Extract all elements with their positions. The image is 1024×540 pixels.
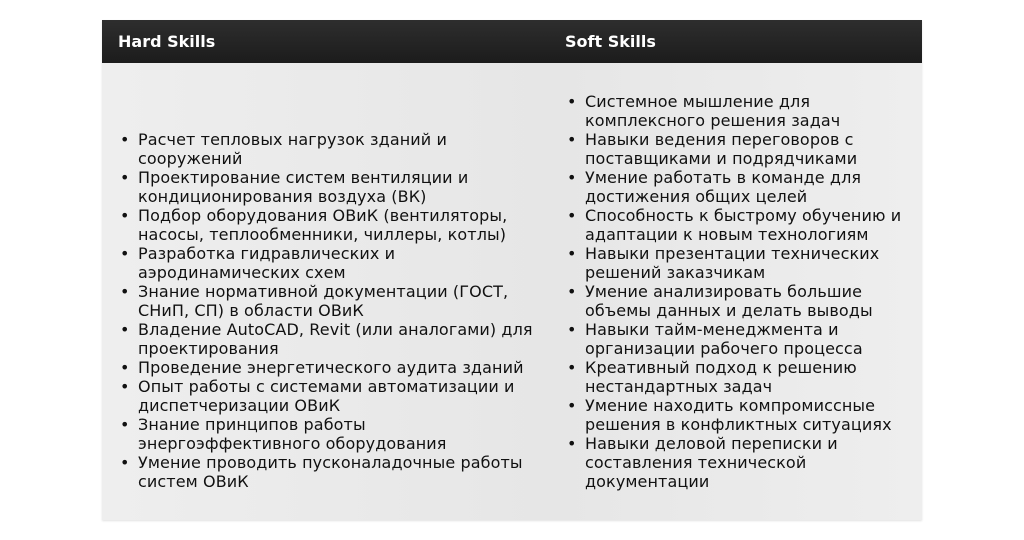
bullet-icon: •: [567, 130, 577, 149]
bullet-icon: •: [120, 453, 130, 472]
bullet-icon: •: [567, 244, 577, 263]
list-item: [565, 282, 910, 320]
table-header: [102, 20, 922, 63]
list-item-text: Проведение энергетического аудита зданий: [138, 358, 524, 377]
list-item-text: Умение работать в команде для достижения общих целей: [585, 168, 862, 206]
bullet-icon: •: [120, 358, 130, 377]
list-item: [118, 130, 538, 168]
table-body: [102, 63, 922, 520]
bullet-icon: •: [567, 282, 577, 301]
list-item: [565, 244, 910, 282]
list-item: [565, 434, 910, 491]
bullet-icon: •: [120, 130, 130, 149]
list-item: [565, 396, 910, 434]
list-item: [118, 415, 538, 453]
list-item-text: Умение находить компромиссные решения в конфликтных ситуациях: [585, 396, 892, 434]
list-item: [118, 377, 538, 415]
bullet-icon: •: [120, 206, 130, 225]
bullet-icon: •: [120, 320, 130, 339]
bullet-icon: •: [567, 434, 577, 453]
list-item-text: Способность к быстрому обучению и адаптации к новым технологиям: [585, 206, 902, 244]
list-item: [565, 130, 910, 168]
hard-skills-list: [118, 130, 538, 491]
list-item: [118, 206, 538, 244]
list-item-text: Опыт работы с системами автоматизации и диспетчеризации ОВиК: [138, 377, 515, 415]
bullet-icon: •: [567, 396, 577, 415]
list-item: [565, 206, 910, 244]
list-item-text: Разработка гидравлических и аэродинамических схем: [138, 244, 396, 282]
header-soft-skills: Soft Skills: [565, 32, 656, 51]
list-item-text: Навыки деловой переписки и составления технической документации: [585, 434, 838, 491]
list-item: [565, 358, 910, 396]
list-item-text: Проектирование систем вентиляции и кондиционирования воздуха (ВК): [138, 168, 469, 206]
bullet-icon: •: [567, 92, 577, 111]
list-item-text: Навыки презентации технических решений заказчикам: [585, 244, 880, 282]
list-item: [118, 282, 538, 320]
bullet-icon: •: [120, 282, 130, 301]
bullet-icon: •: [567, 358, 577, 377]
list-item-text: Умение анализировать большие объемы данных и делать выводы: [585, 282, 873, 320]
list-item-text: Навыки ведения переговоров с поставщиками и подрядчиками: [585, 130, 858, 168]
list-item: [118, 453, 538, 491]
bullet-icon: •: [567, 320, 577, 339]
bullet-icon: •: [120, 168, 130, 187]
list-item-text: Навыки тайм-менеджмента и организации рабочего процесса: [585, 320, 863, 358]
list-item-text: Подбор оборудования ОВиК (вентиляторы, насосы, теплообменники, чиллеры, котлы): [138, 206, 508, 244]
list-item: [118, 168, 538, 206]
bullet-icon: •: [120, 377, 130, 396]
bullet-icon: •: [567, 168, 577, 187]
list-item-text: Владение AutoCAD, Revit (или аналогами) для проектирования: [138, 320, 533, 358]
bullet-icon: •: [120, 244, 130, 263]
list-item-text: Умение проводить пусконаладочные работы систем ОВиК: [138, 453, 523, 491]
bullet-icon: •: [567, 206, 577, 225]
list-item-text: Знание принципов работы энергоэффективного оборудования: [138, 415, 447, 453]
list-item: [118, 244, 538, 282]
soft-skills-list: [565, 92, 910, 491]
list-item: [118, 320, 538, 358]
list-item: [565, 92, 910, 130]
list-item: [565, 320, 910, 358]
list-item: [565, 168, 910, 206]
list-item: [118, 358, 538, 377]
list-item-text: Знание нормативной документации (ГОСТ, СНиП, СП) в области ОВиК: [138, 282, 509, 320]
list-item-text: Расчет тепловых нагрузок зданий и сооружений: [138, 130, 447, 168]
list-item-text: Креативный подход к решению нестандартных задач: [585, 358, 857, 396]
bullet-icon: •: [120, 415, 130, 434]
skills-table: [102, 20, 922, 520]
header-hard-skills: Hard Skills: [118, 32, 216, 51]
list-item-text: Системное мышление для комплексного решения задач: [585, 92, 841, 130]
